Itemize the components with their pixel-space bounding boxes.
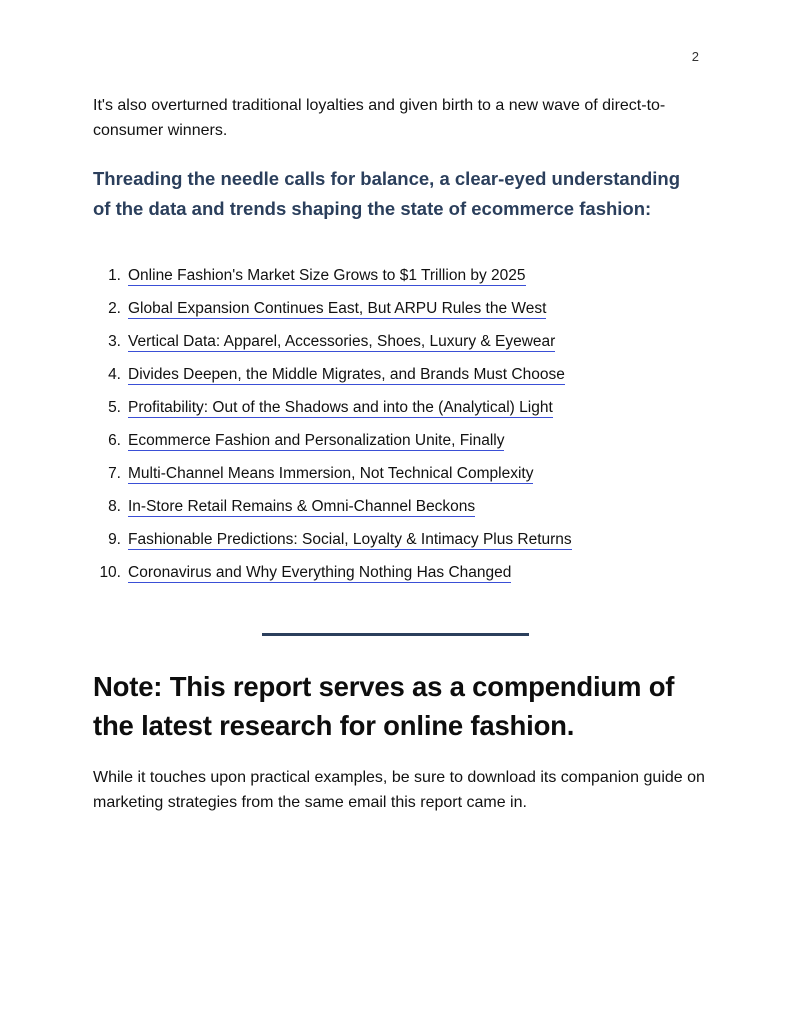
toc-item	[93, 464, 713, 497]
toc-number: 4.	[108, 366, 121, 383]
toc-item	[93, 530, 713, 563]
toc-number: 2.	[108, 300, 121, 317]
toc-number: 3.	[108, 333, 121, 350]
toc-link[interactable]: Ecommerce Fashion and Personalization Unite, Finally	[128, 432, 505, 449]
toc-item	[93, 398, 713, 431]
section-subheading: Threading the needle calls for balance, a clear-eyed understanding of the data and trends shaping the state of ecommerce fashion:	[93, 168, 681, 219]
toc-item	[93, 332, 713, 365]
toc-item	[93, 563, 713, 596]
toc-link[interactable]: Fashionable Predictions: Social, Loyalty & Intimacy Plus Returns	[128, 531, 572, 548]
toc-link[interactable]: In-Store Retail Remains & Omni-Channel Beckons	[128, 498, 476, 515]
intro-paragraph: It's also overturned traditional loyalties and given birth to a new wave of direct-to-consumer winners.	[93, 97, 666, 139]
toc-number: 10.	[99, 564, 121, 581]
note-heading: Note: This report serves as a compendium of the latest research for online fashion.	[93, 671, 675, 741]
toc-number: 5.	[108, 399, 121, 416]
toc-number: 8.	[108, 498, 121, 515]
table-of-contents	[93, 266, 713, 596]
closing-paragraph: While it touches upon practical examples, be sure to download its companion guide on marketing strategies from the same email this report came in.	[93, 769, 705, 811]
toc-item	[93, 266, 713, 299]
toc-item	[93, 299, 713, 332]
toc-item	[93, 431, 713, 464]
toc-number: 6.	[108, 432, 121, 449]
toc-number: 9.	[108, 531, 121, 548]
section-divider	[262, 633, 529, 636]
toc-link[interactable]: Multi-Channel Means Immersion, Not Technical Complexity	[128, 465, 534, 482]
toc-number: 7.	[108, 465, 121, 482]
toc-link[interactable]: Vertical Data: Apparel, Accessories, Shoes, Luxury & Eyewear	[128, 333, 556, 350]
toc-link[interactable]: Coronavirus and Why Everything Nothing Has Changed	[128, 564, 512, 581]
page-number: 2	[691, 49, 699, 64]
toc-link[interactable]: Divides Deepen, the Middle Migrates, and Brands Must Choose	[128, 366, 565, 383]
toc-item	[93, 497, 713, 530]
toc-item	[93, 365, 713, 398]
toc-link[interactable]: Online Fashion's Market Size Grows to $1 Trillion by 2025	[128, 267, 526, 284]
toc-link[interactable]: Profitability: Out of the Shadows and into the (Analytical) Light	[128, 399, 553, 416]
toc-link[interactable]: Global Expansion Continues East, But ARPU Rules the West	[128, 300, 547, 317]
toc-number: 1.	[108, 267, 121, 284]
